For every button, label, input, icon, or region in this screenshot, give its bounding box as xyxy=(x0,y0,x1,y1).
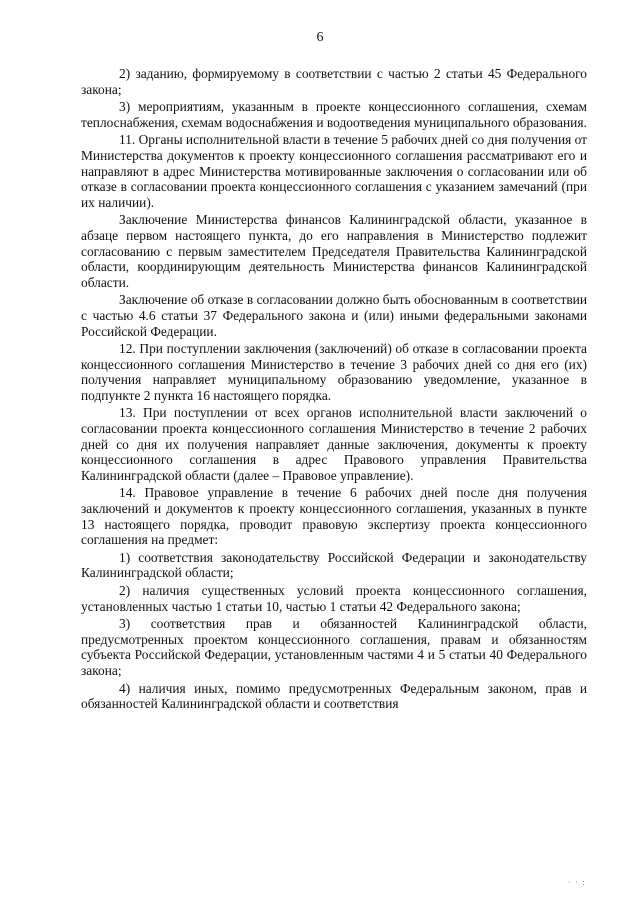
paragraph-subitem-1: 1) соответствия законодательству Российской Федерации и законодательству Калининградской области; xyxy=(81,549,587,581)
page-number: 6 xyxy=(316,30,324,45)
paragraph-finance-ministry-conclusion: Заключение Министерства финансов Калининградской области, указанное в абзаце первом настоящего пункта, до его направления в Министерство подлежит согласованию с первым заместителем Председателя Правительства Калининградской области, координирующим деятельность Министерства финансов Калининградской области. xyxy=(81,212,587,290)
paragraph-refusal-justification: Заключение об отказе в согласовании должно быть обоснованным в соответствии с частью 4.6 статьи 37 Федерального закона и (или) иными федеральными законами Российской Федерации. xyxy=(81,292,587,339)
paragraph-clause-11: 11. Органы исполнительной власти в течение 5 рабочих дней со дня получения от Министерства документов к проекту концессионного соглашения рассматривают его и направляют в адрес Министерства мотивированные заключения о согласовании или об отказе в согласовании проекта концессионного соглашения с указанием замечаний (при их наличии). xyxy=(81,132,587,210)
document-body xyxy=(81,66,587,714)
paragraph-item-2: 2) заданию, формируемому в соответствии с частью 2 статьи 45 Федерального закона; xyxy=(81,66,587,97)
paragraph-item-3: 3) мероприятиям, указанным в проекте концессионного соглашения, схемам теплоснабжения, схемам водоснабжения и водоотведения муниципального образования. xyxy=(81,99,587,130)
paragraph-clause-14: 14. Правовое управление в течение 6 рабочих дней после дня получения заключений и документов к проекту концессионного соглашения, указанных в пункте 13 настоящего порядка, проводит правовую экспертизу проекта концессионного соглашения на предмет: xyxy=(81,485,587,548)
paragraph-clause-12: 12. При поступлении заключения (заключений) об отказе в согласовании проекта концессионного соглашения Министерство в течение 3 рабочих дней со дня его (их) получения направляет муниципальному образованию уведомление, указанное в подпункте 2 пункта 16 настоящего порядка. xyxy=(81,341,587,403)
paragraph-subitem-2: 2) наличия существенных условий проекта концессионного соглашения, установленных частью 1 статьи 10, частью 1 статьи 42 Федерального закона; xyxy=(81,583,587,614)
paragraph-subitem-4: 4) наличия иных, помимо предусмотренных Федеральным законом, прав и обязанностей Калининградской области и соответствия xyxy=(81,680,587,712)
paragraph-subitem-3: 3) соответствия прав и обязанностей Калининградской области, предусмотренных проектом концессионного соглашения, правам и обязанностям субъекта Российской Федерации, установленным частями 4 и 5 статьи 40 Федерального закона; xyxy=(81,616,587,678)
paragraph-clause-13: 13. При поступлении от всех органов исполнительной власти заключений о согласовании проекта концессионного соглашения Министерство в течение 2 рабочих дней со дня их получения направляет данные заключения, документы к проекту концессионного соглашения в адрес Правового управления Правительства Калининградской области (далее – Правовое управление). xyxy=(81,405,587,483)
corner-scan-mark: · · : xyxy=(568,878,586,887)
